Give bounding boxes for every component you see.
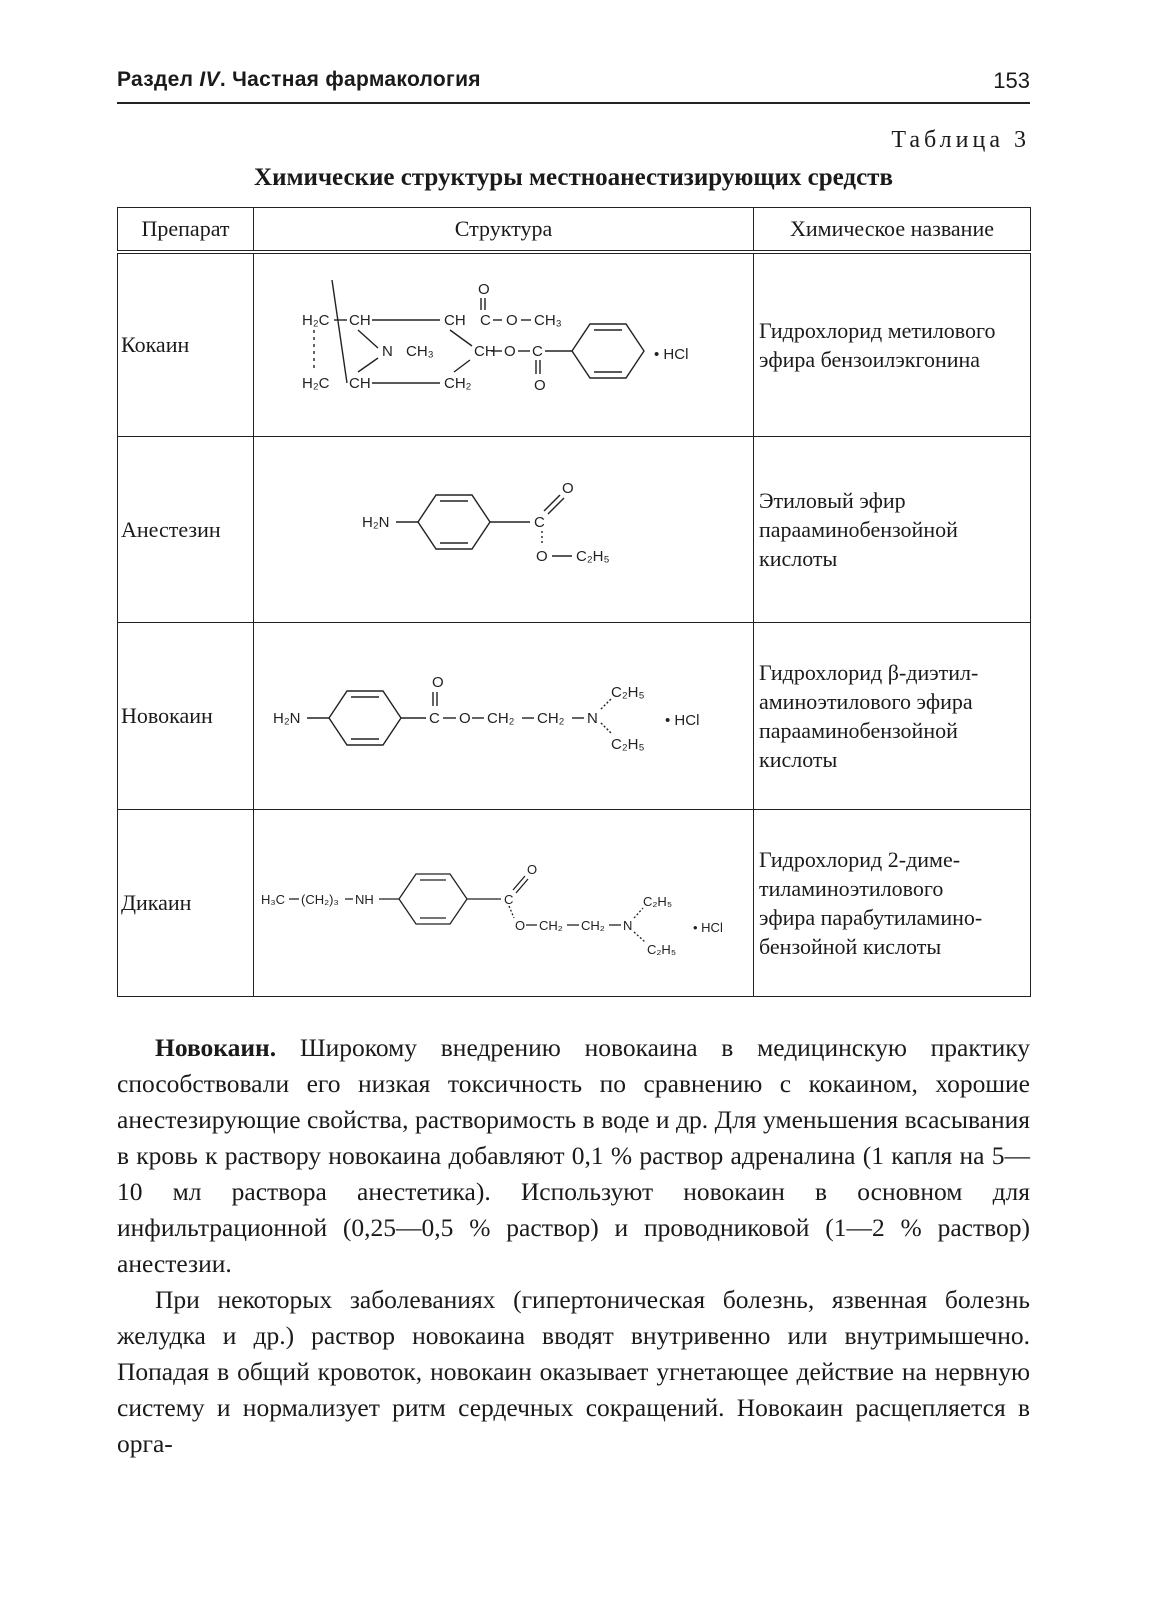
formula-label: CH bbox=[443, 312, 466, 329]
formula-label: (CH₂)₃ bbox=[300, 892, 339, 907]
table-header-row bbox=[118, 208, 1031, 253]
formula-label: C₂H₅ bbox=[642, 894, 672, 909]
formula-label: O bbox=[535, 547, 548, 565]
formula-label: NH bbox=[354, 892, 374, 907]
body-text bbox=[117, 1030, 1030, 1462]
formula-label: CH₂ bbox=[443, 375, 471, 392]
structure-cell bbox=[254, 623, 754, 810]
paragraph: При некоторых заболеваниях (гипертоническая болезнь, язвенная болезнь желудка и др.) раствор новокаина вводят внутривенно или внутримышечно. Попадая в общий кровоток, новокаин оказывает угнетающее действие на нервную систему и нормализует ритм сердечных сокращений. Новокаин расщепляется в орга- bbox=[117, 1285, 1030, 1458]
table-row bbox=[118, 623, 1031, 810]
formula-label: C₂H₅ bbox=[646, 942, 676, 957]
formula-label: C bbox=[531, 343, 543, 360]
table-row bbox=[118, 437, 1031, 623]
table-title: Химические структуры местноанестизирующих средств bbox=[254, 164, 893, 191]
formula-label: C bbox=[428, 710, 440, 727]
formula-label: O bbox=[458, 710, 471, 727]
table-row bbox=[118, 810, 1031, 997]
table-label: Таблица 3 bbox=[891, 127, 1030, 153]
section-title: Раздел IV. Частная фармакология bbox=[117, 68, 481, 91]
dicaine-structure bbox=[259, 848, 749, 958]
formula-label: CH₃ bbox=[533, 312, 562, 329]
formula-label: O bbox=[477, 281, 490, 298]
formula-label: O bbox=[561, 479, 574, 497]
chem-name: Гидрохлорид 2-диме- тиламиноэтилового эфира парабутиламино- бензойной кислоты bbox=[754, 810, 1031, 997]
formula-label: N bbox=[622, 918, 632, 933]
page-number: 153 bbox=[993, 68, 1030, 93]
formula-label: C₂H₅ bbox=[610, 684, 645, 701]
structure-cell bbox=[254, 437, 754, 623]
formula-label: CH₂ bbox=[536, 710, 564, 727]
cocaine-structure bbox=[294, 280, 714, 410]
formula-label: CH₂ bbox=[538, 918, 563, 933]
formula-label: H₂C bbox=[301, 375, 329, 392]
structures-table bbox=[117, 207, 1031, 997]
formula-label: C bbox=[479, 312, 491, 329]
drug-name: Новокаин bbox=[118, 623, 254, 810]
formula-label: • HCl bbox=[664, 712, 699, 729]
formula-label: H₃C bbox=[260, 892, 285, 907]
formula-label: CH₂ bbox=[580, 918, 605, 933]
formula-label: CH bbox=[348, 312, 371, 329]
drug-name: Анестезин bbox=[118, 437, 254, 623]
novocaine-structure bbox=[269, 661, 739, 771]
formula-label: CH₃ bbox=[405, 343, 434, 360]
formula-label: H₂N bbox=[361, 513, 389, 531]
chem-name: Гидрохлорид β-диэтил- аминоэтилового эфира парааминобензойной кислоты bbox=[754, 623, 1031, 810]
formula-label: O bbox=[503, 343, 516, 360]
formula-label: • HCl bbox=[692, 920, 723, 935]
formula-label: O bbox=[533, 377, 546, 394]
column-header-drug: Препарат bbox=[118, 208, 254, 253]
column-header-structure: Структура bbox=[254, 208, 754, 253]
structure-cell bbox=[254, 252, 754, 437]
formula-label: CH bbox=[348, 375, 371, 392]
formula-label: O bbox=[431, 674, 444, 691]
table-row bbox=[118, 252, 1031, 437]
chem-name: Гидрохлорид метилового эфира бензоилэкгонина bbox=[754, 252, 1031, 437]
anesthesin-structure bbox=[354, 475, 654, 585]
page-header bbox=[117, 66, 1030, 104]
formula-label: O bbox=[505, 312, 518, 329]
formula-label: O bbox=[514, 918, 525, 933]
formula-label: H₂N bbox=[272, 710, 300, 727]
paragraph-lead: Новокаин. bbox=[155, 1033, 277, 1062]
formula-label: H₂C bbox=[301, 312, 329, 329]
formula-label: • HCl bbox=[653, 346, 688, 363]
formula-label: CH₂ bbox=[486, 710, 514, 727]
column-header-chem-name: Химическое название bbox=[754, 208, 1031, 253]
paragraph: Новокаин. Широкому внедрению новокаина в медицинскую практику способствовали его низкая токсичность по сравнению с кокаином, хорошие анестезирующие свойства, растворимость в воде и др. Для уменьшения всасывания в кровь к раствору новокаина добавляют 0,1 % раствор адреналина (1 капля на 5—10 мл раствора анестетика). Используют новокаин в основном для инфильтрационной (0,25—0,5 % раствор) и проводниковой (1—2 % раствор) анестезии. bbox=[117, 1033, 1030, 1278]
drug-name: Кокаин bbox=[118, 252, 254, 437]
drug-name: Дикаин bbox=[118, 810, 254, 997]
formula-label: C₂H₅ bbox=[610, 736, 645, 753]
formula-label: O bbox=[526, 862, 537, 877]
formula-label: N bbox=[381, 343, 393, 360]
chem-name: Этиловый эфир парааминобензойной кислоты bbox=[754, 437, 1031, 623]
structure-cell bbox=[254, 810, 754, 997]
formula-label: C bbox=[533, 513, 545, 531]
formula-label: N bbox=[586, 710, 598, 727]
formula-label: C bbox=[503, 892, 513, 907]
formula-label: C₂H₅ bbox=[575, 547, 610, 565]
formula-label: CH bbox=[473, 343, 496, 360]
